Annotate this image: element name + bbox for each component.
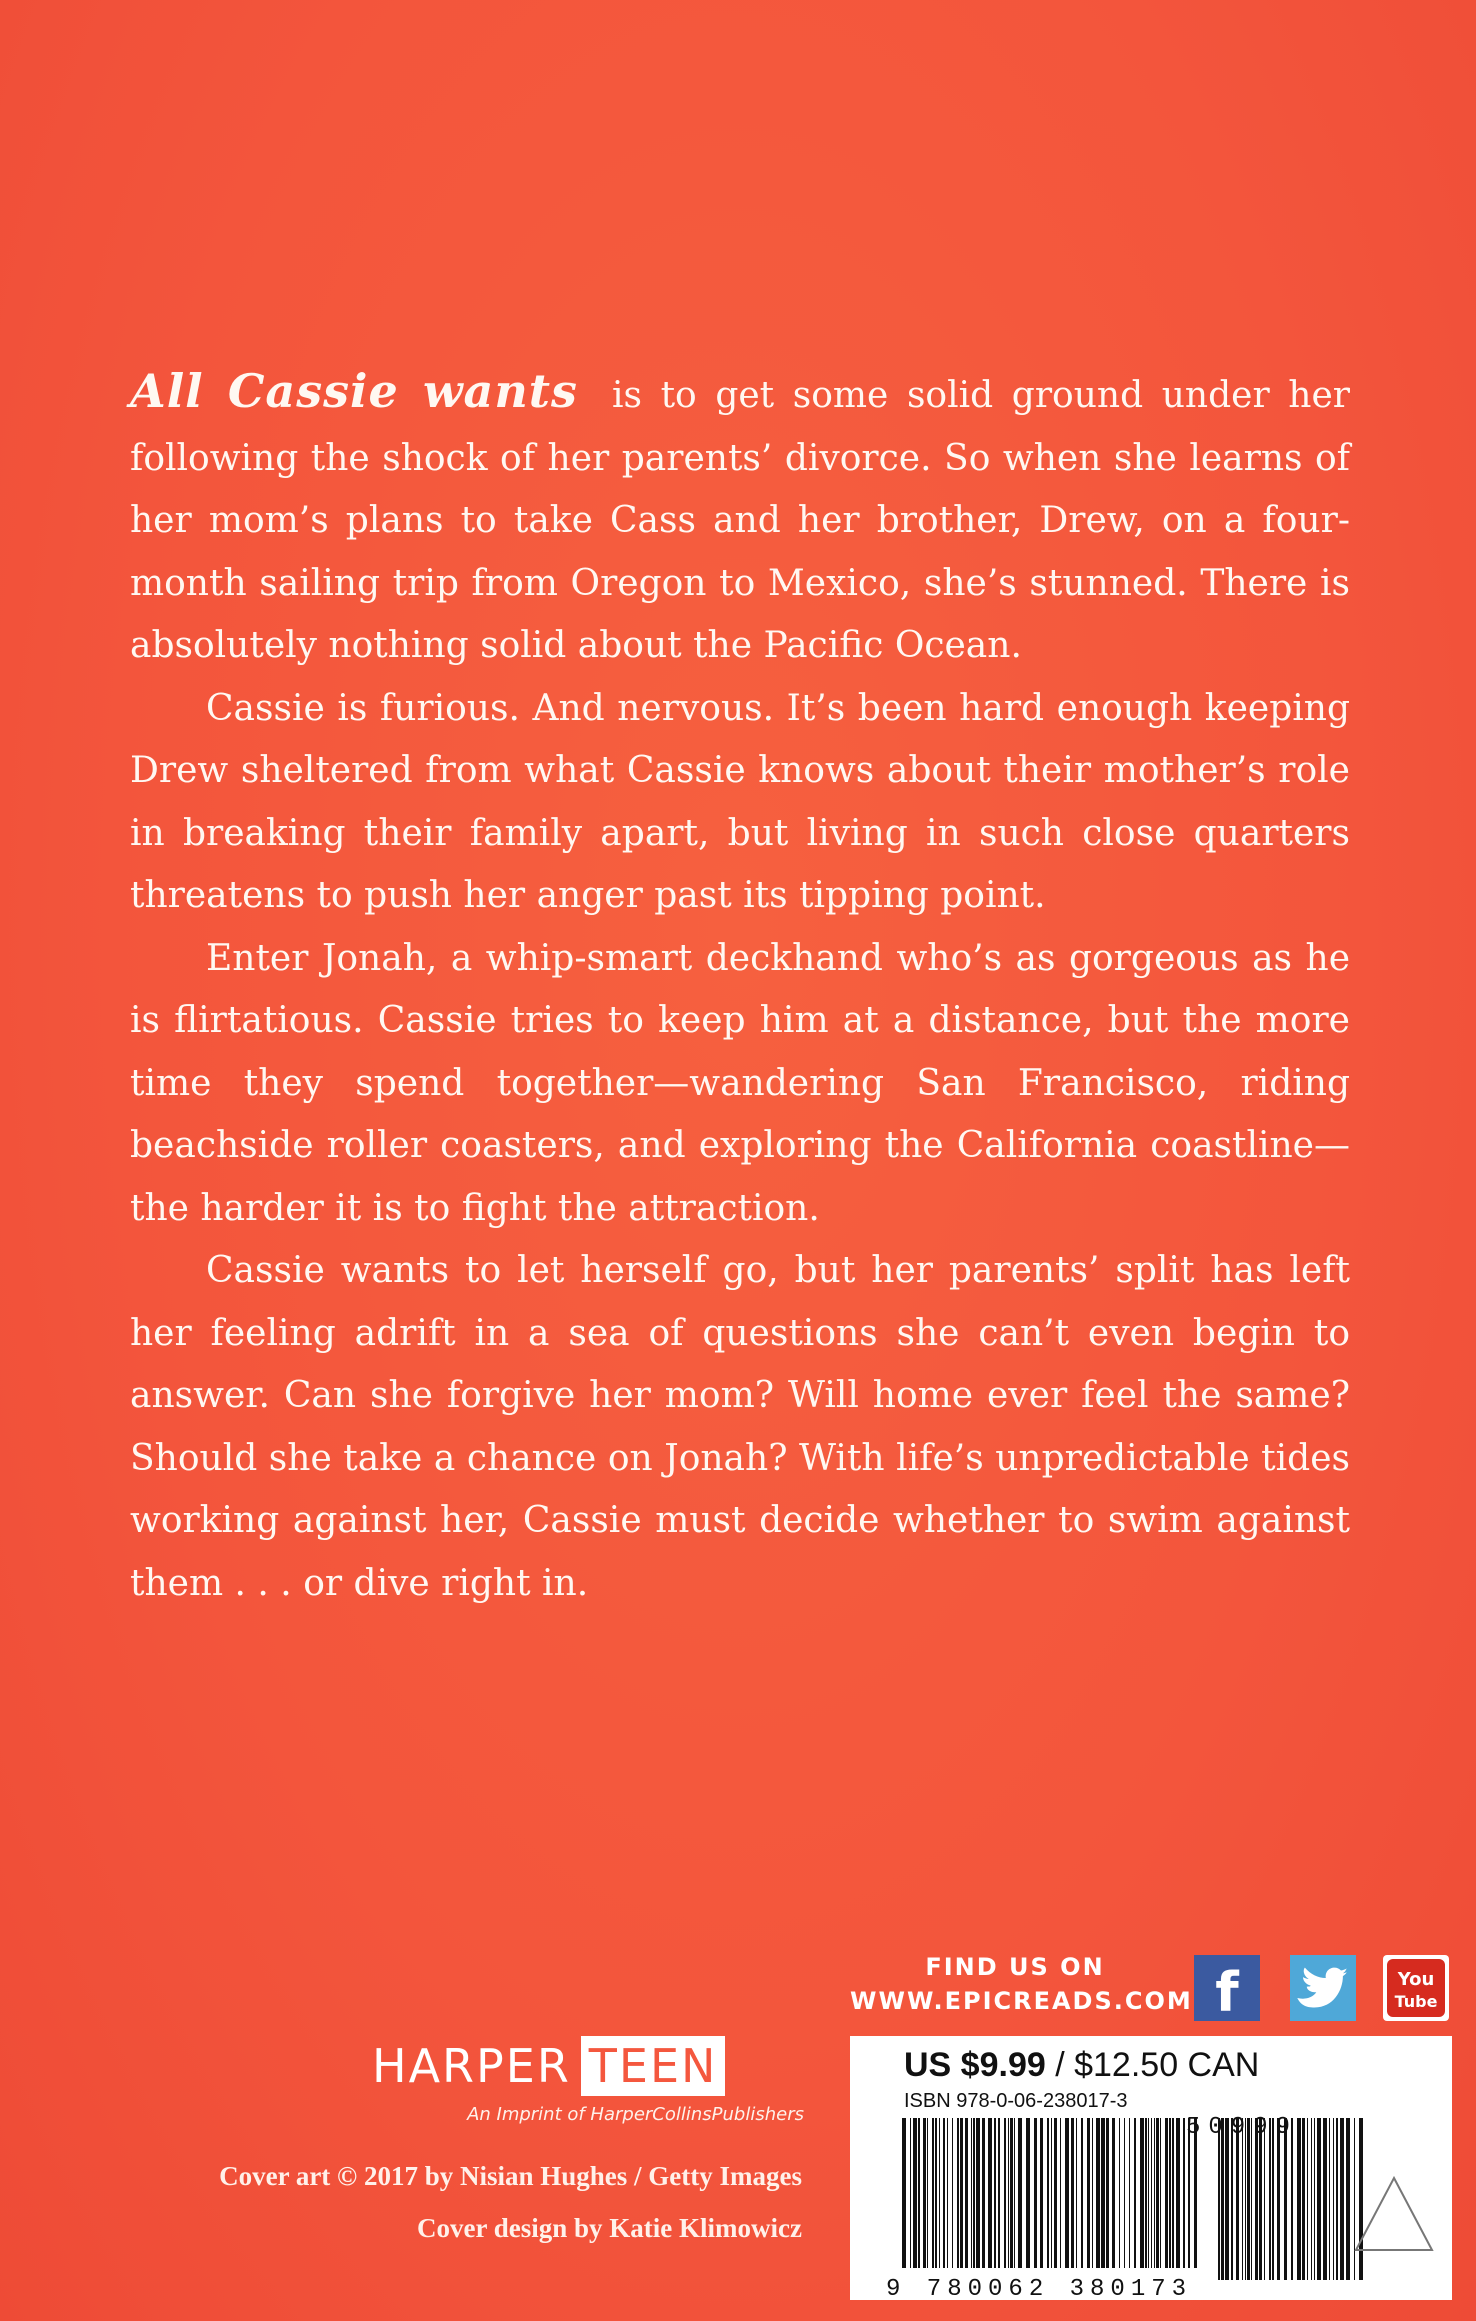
barcode-bar [918, 2118, 920, 2268]
barcode-bar [1340, 2118, 1344, 2280]
price-addon-barcode [1216, 2118, 1366, 2280]
cover-art-credit: Cover art © 2017 by Nisian Hughes / Getty Images [219, 2161, 802, 2191]
barcode-bar [1297, 2118, 1301, 2280]
barcode-bar [1225, 2118, 1229, 2280]
barcode-bar [927, 2118, 928, 2268]
facebook-letter: f [1215, 1961, 1239, 2021]
barcode-bar [1169, 2118, 1171, 2268]
barcode-bar [1124, 2118, 1125, 2268]
barcode-bar [1040, 2118, 1043, 2268]
barcode-bar [1101, 2118, 1105, 2268]
barcode-bar [1065, 2118, 1069, 2268]
barcode-bar [1154, 2118, 1155, 2268]
barcode-bar [1156, 2118, 1159, 2268]
barcode-bar [994, 2118, 996, 2268]
barcode-bar [1277, 2118, 1280, 2280]
barcode-bar [932, 2118, 934, 2268]
barcode-bar [1272, 2118, 1274, 2280]
barcode-bar [1333, 2118, 1334, 2280]
find-us-block [850, 1950, 1193, 2018]
barcode-bar [1242, 2118, 1243, 2280]
barcode-bar [1329, 2118, 1330, 2280]
harperteen-logo [372, 2036, 804, 2096]
logo-harper: HARPER [372, 2039, 571, 2093]
twitter-icon[interactable] [1290, 1955, 1356, 2021]
barcode-bar [976, 2118, 980, 2268]
barcode-bar [1165, 2118, 1168, 2268]
barcode-bar [1231, 2118, 1233, 2280]
website-link[interactable]: WWW.EPICREADS.COM [850, 1987, 1193, 2015]
barcode-bar [1018, 2118, 1022, 2268]
barcode-bar [1054, 2118, 1057, 2268]
barcode-bar [1026, 2118, 1030, 2268]
barcode-bar [1291, 2118, 1293, 2280]
barcode-bar [1314, 2118, 1315, 2280]
synopsis-paragraph-1-text: is to get some solid ground under her following the shock of her parents’ divorce. So when she learns of her mom’s plans to take Cass and her brother, Drew, on a four-month sailing trip from Oregon to Mexico, she’s stunned. There is absolutely nothing solid about the Pacific Ocean. [130, 375, 1350, 666]
youtube-you-text: You [1397, 1969, 1435, 1990]
synopsis-paragraph-2: Cassie is furious. And nervous. It’s been hard enough keeping Drew sheltered from what Cassie knows about their mother’s role in breaking their family apart, but living in such close quarters threatens to push her anger past its tipping point. [130, 687, 1350, 916]
ean-digits: 9 780062 380173 [886, 2276, 1193, 2303]
barcode-bar [1148, 2118, 1149, 2268]
barcode-bar [965, 2118, 968, 2268]
synopsis-lead: All Cassie wants [130, 364, 578, 418]
facebook-icon[interactable] [1194, 1955, 1260, 2021]
synopsis-paragraph-3: Enter Jonah, a whip-smart deckhand who’s as gorgeous as he is flirtatious. Cassie tries to keep him at a distance, but the more time they spend together—wandering San Francisco, riding beachside roller coasters, and exploring the California coastline—the harder it is to fight the attraction. [130, 937, 1350, 1229]
barcode-bar [1160, 2118, 1161, 2268]
barcode-bar [982, 2118, 985, 2268]
barcode-bar [1176, 2118, 1180, 2268]
barcode-bar [1251, 2118, 1252, 2280]
price-barcode-box [850, 2036, 1452, 2303]
barcode-bar [1060, 2118, 1061, 2268]
barcode-bar [939, 2118, 940, 2268]
barcode-bar [1245, 2118, 1246, 2280]
barcode-bar [1008, 2118, 1009, 2268]
barcode-bar [1047, 2118, 1049, 2268]
youtube-icon[interactable] [1383, 1955, 1449, 2021]
barcode-bar [1269, 2118, 1271, 2280]
cover-design-credit: Cover design by Katie Klimowicz [417, 2213, 802, 2243]
barcode-bar [1323, 2118, 1327, 2280]
barcode-bar [1096, 2118, 1100, 2268]
barcode-bar [1134, 2118, 1136, 2268]
barcode-bar [1218, 2118, 1220, 2280]
barcode-bar [1076, 2118, 1077, 2268]
ean-barcode [900, 2118, 1200, 2280]
barcode-bar [1259, 2118, 1262, 2280]
barcode-bar [1172, 2118, 1174, 2268]
price-line [904, 2046, 1259, 2085]
addon-digits: 50999 [1186, 2114, 1299, 2141]
barcode-bar [947, 2118, 948, 2268]
can-price: / $12.50 CAN [1045, 2046, 1260, 2084]
barcode-bar [1140, 2118, 1144, 2268]
barcode-bar [1317, 2118, 1321, 2280]
barcode-bar [971, 2118, 972, 2268]
barcode-bar [1010, 2118, 1013, 2268]
barcode-bar [902, 2118, 906, 2268]
barcode-bar [943, 2118, 945, 2268]
barcode-bar [1284, 2118, 1287, 2280]
barcode-bar [1034, 2118, 1037, 2268]
barcode-bar [1092, 2118, 1093, 2268]
barcode-bar [1307, 2118, 1308, 2280]
barcode-bar [1336, 2118, 1338, 2280]
synopsis [130, 360, 1350, 1615]
barcode-bar [1129, 2118, 1130, 2268]
barcode-bar [1051, 2118, 1052, 2268]
barcode-bar [1145, 2118, 1147, 2268]
isbn-text: ISBN 978-0-06-238017-3 [904, 2090, 1128, 2112]
barcode-bar [1151, 2118, 1152, 2268]
barcode-bar [910, 2118, 911, 2268]
barcode-bar [1081, 2118, 1083, 2268]
barcode-bar [1311, 2118, 1312, 2280]
barcode-bar [973, 2118, 975, 2268]
barcode-bar [1112, 2118, 1115, 2268]
barcode-bar [998, 2118, 1000, 2268]
barcode-bar [1221, 2118, 1224, 2280]
recycle-triangle-icon [1352, 2172, 1436, 2256]
barcode-bar [913, 2118, 917, 2268]
barcode-bar [1264, 2118, 1265, 2280]
barcode-bar [1236, 2118, 1239, 2280]
barcode-bar [952, 2118, 953, 2268]
synopsis-paragraph-1 [130, 360, 1350, 678]
logo-teen: TEEN [581, 2036, 726, 2096]
synopsis-paragraph-4: Cassie wants to let herself go, but her parents’ split has left her feeling adrift in a sea of questions she can’t even begin to answer. Can she forgive her mom? Will home ever feel the same? Should she take a chance on Jonah? With life’s unpredictable tides working against her, Cassie must decide whether to swim against them . . . or dive right in. [130, 1250, 1350, 1604]
youtube-tube-text: Tube [1394, 1992, 1438, 2011]
barcode-bar [1183, 2118, 1185, 2268]
barcode-bar [1004, 2118, 1006, 2268]
barcode-bar [988, 2118, 992, 2268]
barcode-bar [1087, 2118, 1090, 2268]
barcode-bar [1302, 2118, 1305, 2280]
cover-credits [90, 2150, 802, 2254]
imprint-line: An Imprint of HarperCollinsPublishers [467, 2104, 804, 2125]
barcode-bar [1247, 2118, 1250, 2280]
barcode-bar [957, 2118, 959, 2268]
us-price: US $9.99 [904, 2046, 1046, 2084]
barcode-bar [1346, 2118, 1350, 2280]
barcode-bar [1255, 2118, 1258, 2280]
barcode-bar [923, 2118, 926, 2268]
barcode-bar [1106, 2118, 1109, 2268]
barcode-bar [1119, 2118, 1120, 2268]
barcode-bar [960, 2118, 963, 2268]
barcode-bar [935, 2118, 937, 2268]
barcode-bar [1071, 2118, 1074, 2268]
barcode-bar [1014, 2118, 1015, 2268]
find-us-label: FIND US ON [925, 1953, 1105, 1981]
